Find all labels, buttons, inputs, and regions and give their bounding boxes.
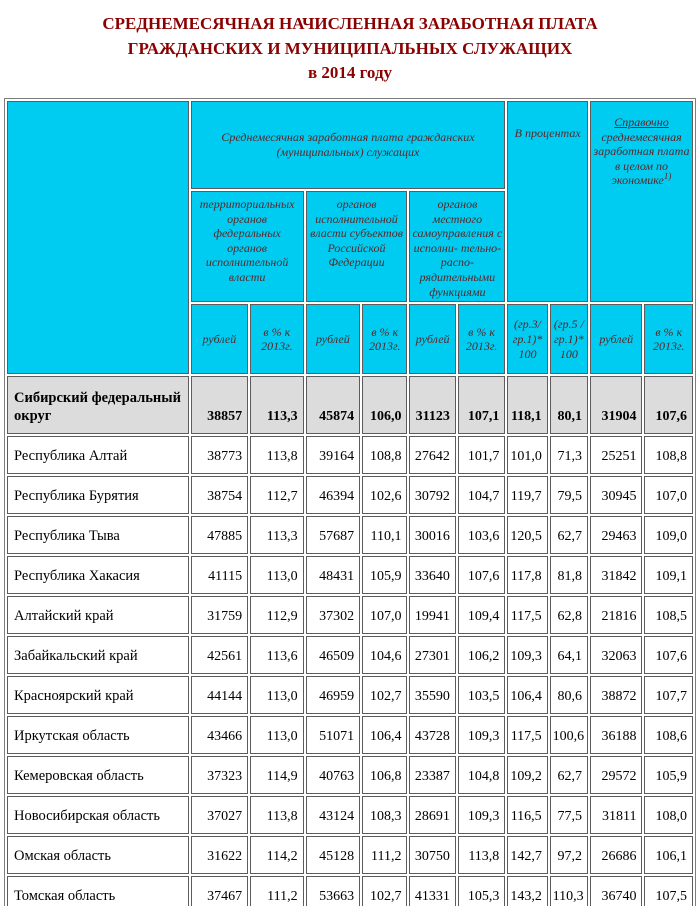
table-row — [7, 516, 693, 554]
value-cell: 114,9 — [250, 756, 303, 794]
value-cell: 29463 — [590, 516, 642, 554]
value-cell: 143,2 — [507, 876, 547, 906]
region-name-cell: Республика Хакасия — [7, 556, 189, 594]
value-cell: 45128 — [306, 836, 360, 874]
value-cell: 113,3 — [250, 376, 303, 434]
value-cell: 102,7 — [362, 676, 407, 714]
value-cell: 31123 — [409, 376, 455, 434]
unit-header-pct-1: в % к 2013г. — [250, 304, 303, 374]
value-cell: 80,1 — [550, 376, 588, 434]
value-cell: 103,6 — [458, 516, 505, 554]
region-name-cell: Алтайский край — [7, 596, 189, 634]
title-line-2: ГРАЖДАНСКИХ И МУНИЦИПАЛЬНЫХ СЛУЖАЩИХ — [127, 38, 573, 58]
unit-header-rub-3: рублей — [409, 304, 455, 374]
value-cell: 116,5 — [507, 796, 547, 834]
value-cell: 113,3 — [250, 516, 303, 554]
value-cell: 44144 — [191, 676, 249, 714]
value-cell: 62,7 — [550, 756, 588, 794]
value-cell: 64,1 — [550, 636, 588, 674]
value-cell: 71,3 — [550, 436, 588, 474]
value-cell: 107,6 — [458, 556, 505, 594]
table-row — [7, 756, 693, 794]
page-title — [10, 12, 690, 86]
value-cell: 62,7 — [550, 516, 588, 554]
value-cell: 46959 — [306, 676, 360, 714]
value-cell: 113,0 — [250, 676, 303, 714]
value-cell: 43728 — [409, 716, 455, 754]
value-cell: 104,7 — [458, 476, 505, 514]
value-cell: 113,0 — [250, 716, 303, 754]
value-cell: 107,0 — [362, 596, 407, 634]
value-cell: 112,9 — [250, 596, 303, 634]
region-name-cell: Республика Алтай — [7, 436, 189, 474]
unit-header-rub-4: рублей — [590, 304, 642, 374]
value-cell: 19941 — [409, 596, 455, 634]
value-cell: 104,8 — [458, 756, 505, 794]
reference-title: Справочно — [614, 114, 669, 129]
value-cell: 25251 — [590, 436, 642, 474]
value-cell: 21816 — [590, 596, 642, 634]
value-cell: 39164 — [306, 436, 360, 474]
table-row — [7, 436, 693, 474]
value-cell: 36740 — [590, 876, 642, 906]
value-cell: 109,2 — [507, 756, 547, 794]
value-cell: 30945 — [590, 476, 642, 514]
value-cell: 29572 — [590, 756, 642, 794]
percent-group-header: В процентах — [507, 101, 588, 302]
value-cell: 103,5 — [458, 676, 505, 714]
value-cell: 119,7 — [507, 476, 547, 514]
table-header — [7, 101, 693, 374]
value-cell: 102,6 — [362, 476, 407, 514]
value-cell: 79,5 — [550, 476, 588, 514]
table-row — [7, 636, 693, 674]
value-cell: 111,2 — [362, 836, 407, 874]
value-cell: 57687 — [306, 516, 360, 554]
value-cell: 106,8 — [362, 756, 407, 794]
table-row — [7, 716, 693, 754]
value-cell: 105,3 — [458, 876, 505, 906]
value-cell: 113,8 — [250, 796, 303, 834]
value-cell: 109,3 — [458, 796, 505, 834]
value-cell: 26686 — [590, 836, 642, 874]
value-cell: 109,0 — [644, 516, 693, 554]
value-cell: 38754 — [191, 476, 249, 514]
value-cell: 108,6 — [644, 716, 693, 754]
value-cell: 30792 — [409, 476, 455, 514]
value-cell: 37467 — [191, 876, 249, 906]
unit-header-pct-3: в % к 2013г. — [458, 304, 505, 374]
value-cell: 112,7 — [250, 476, 303, 514]
value-cell: 107,5 — [644, 876, 693, 906]
value-cell: 37323 — [191, 756, 249, 794]
value-cell: 111,2 — [250, 876, 303, 906]
value-cell: 109,1 — [644, 556, 693, 594]
unit-header-ratio-gr5: (гр.5 / гр.1)* 100 — [550, 304, 588, 374]
value-cell: 110,1 — [362, 516, 407, 554]
value-cell: 101,7 — [458, 436, 505, 474]
region-name-cell: Иркутская область — [7, 716, 189, 754]
value-cell: 33640 — [409, 556, 455, 594]
value-cell: 106,4 — [507, 676, 547, 714]
subheader-regional-bodies: органов исполнительной власти субъектов Российской Федерации — [306, 191, 408, 302]
value-cell: 37027 — [191, 796, 249, 834]
value-cell: 32063 — [590, 636, 642, 674]
value-cell: 31811 — [590, 796, 642, 834]
table-body — [7, 376, 693, 906]
region-name-cell: Республика Тыва — [7, 516, 189, 554]
subheader-municipal-bodies: органов местного самоуправления с исполни- тельно-распо- рядительными функциями — [409, 191, 505, 302]
value-cell: 51071 — [306, 716, 360, 754]
salary-table — [4, 98, 696, 906]
value-cell: 117,5 — [507, 596, 547, 634]
value-cell: 100,6 — [550, 716, 588, 754]
value-cell: 37302 — [306, 596, 360, 634]
value-cell: 53663 — [306, 876, 360, 906]
value-cell: 106,0 — [362, 376, 407, 434]
value-cell: 36188 — [590, 716, 642, 754]
value-cell: 35590 — [409, 676, 455, 714]
title-line-1: СРЕДНЕМЕСЯЧНАЯ НАЧИСЛЕННАЯ ЗАРАБОТНАЯ ПЛАТА — [102, 14, 598, 33]
region-name-cell: Томская область — [7, 876, 189, 906]
value-cell: 108,8 — [644, 436, 693, 474]
value-cell: 110,3 — [550, 876, 588, 906]
value-cell: 106,1 — [644, 836, 693, 874]
region-name-cell: Забайкальский край — [7, 636, 189, 674]
value-cell: 30016 — [409, 516, 455, 554]
value-cell: 43124 — [306, 796, 360, 834]
value-cell: 46394 — [306, 476, 360, 514]
value-cell: 101,0 — [507, 436, 547, 474]
region-name-cell: Сибирский федеральный округ — [7, 376, 189, 434]
value-cell: 113,6 — [250, 636, 303, 674]
value-cell: 107,7 — [644, 676, 693, 714]
value-cell: 105,9 — [644, 756, 693, 794]
value-cell: 106,4 — [362, 716, 407, 754]
value-cell: 41115 — [191, 556, 249, 594]
value-cell: 41331 — [409, 876, 455, 906]
value-cell: 106,2 — [458, 636, 505, 674]
value-cell: 80,6 — [550, 676, 588, 714]
unit-header-pct-4: в % к 2013г. — [644, 304, 693, 374]
value-cell: 30750 — [409, 836, 455, 874]
total-row — [7, 376, 693, 434]
reference-group-header — [590, 101, 693, 302]
value-cell: 28691 — [409, 796, 455, 834]
value-cell: 31622 — [191, 836, 249, 874]
value-cell: 109,4 — [458, 596, 505, 634]
value-cell: 107,6 — [644, 376, 693, 434]
value-cell: 117,5 — [507, 716, 547, 754]
value-cell: 107,1 — [458, 376, 505, 434]
value-cell: 104,6 — [362, 636, 407, 674]
value-cell: 48431 — [306, 556, 360, 594]
corner-cell — [7, 101, 189, 374]
subheader-federal-bodies: территориальных органов федеральных органов исполнительной власти — [191, 191, 304, 302]
value-cell: 113,0 — [250, 556, 303, 594]
value-cell: 108,0 — [644, 796, 693, 834]
table-row — [7, 796, 693, 834]
value-cell: 105,9 — [362, 556, 407, 594]
value-cell: 81,8 — [550, 556, 588, 594]
value-cell: 114,2 — [250, 836, 303, 874]
value-cell: 77,5 — [550, 796, 588, 834]
value-cell: 102,7 — [362, 876, 407, 906]
value-cell: 107,6 — [644, 636, 693, 674]
unit-header-rub-2: рублей — [306, 304, 360, 374]
value-cell: 45874 — [306, 376, 360, 434]
region-name-cell: Кемеровская область — [7, 756, 189, 794]
footnote-marker: 1) — [663, 171, 672, 182]
value-cell: 27642 — [409, 436, 455, 474]
value-cell: 42561 — [191, 636, 249, 674]
value-cell: 31842 — [590, 556, 642, 594]
salary-group-header: Среднемесячная заработная плата гражданских (муниципальных) служащих — [191, 101, 506, 189]
value-cell: 40763 — [306, 756, 360, 794]
value-cell: 97,2 — [550, 836, 588, 874]
title-line-3: в 2014 году — [307, 63, 393, 83]
value-cell: 43466 — [191, 716, 249, 754]
value-cell: 142,7 — [507, 836, 547, 874]
unit-header-ratio-gr3: (гр.3/ гр.1)* 100 — [507, 304, 547, 374]
value-cell: 38872 — [590, 676, 642, 714]
value-cell: 47885 — [191, 516, 249, 554]
value-cell: 107,0 — [644, 476, 693, 514]
table-row — [7, 676, 693, 714]
unit-header-rub-1: рублей — [191, 304, 249, 374]
value-cell: 109,3 — [507, 636, 547, 674]
value-cell: 118,1 — [507, 376, 547, 434]
table-row — [7, 556, 693, 594]
value-cell: 31759 — [191, 596, 249, 634]
table-row — [7, 596, 693, 634]
table-row — [7, 836, 693, 874]
value-cell: 38773 — [191, 436, 249, 474]
region-name-cell: Республика Бурятия — [7, 476, 189, 514]
value-cell: 108,3 — [362, 796, 407, 834]
table-row — [7, 476, 693, 514]
value-cell: 108,5 — [644, 596, 693, 634]
region-name-cell: Красноярский край — [7, 676, 189, 714]
value-cell: 113,8 — [250, 436, 303, 474]
value-cell: 113,8 — [458, 836, 505, 874]
value-cell: 108,8 — [362, 436, 407, 474]
reference-text: среднемесячная заработная плата в целом по экономике — [593, 129, 690, 188]
region-name-cell: Новосибирская область — [7, 796, 189, 834]
value-cell: 62,8 — [550, 596, 588, 634]
value-cell: 27301 — [409, 636, 455, 674]
table-row — [7, 876, 693, 906]
value-cell: 31904 — [590, 376, 642, 434]
region-name-cell: Омская область — [7, 836, 189, 874]
unit-header-pct-2: в % к 2013г. — [362, 304, 407, 374]
value-cell: 46509 — [306, 636, 360, 674]
value-cell: 38857 — [191, 376, 249, 434]
value-cell: 109,3 — [458, 716, 505, 754]
value-cell: 120,5 — [507, 516, 547, 554]
value-cell: 117,8 — [507, 556, 547, 594]
value-cell: 23387 — [409, 756, 455, 794]
